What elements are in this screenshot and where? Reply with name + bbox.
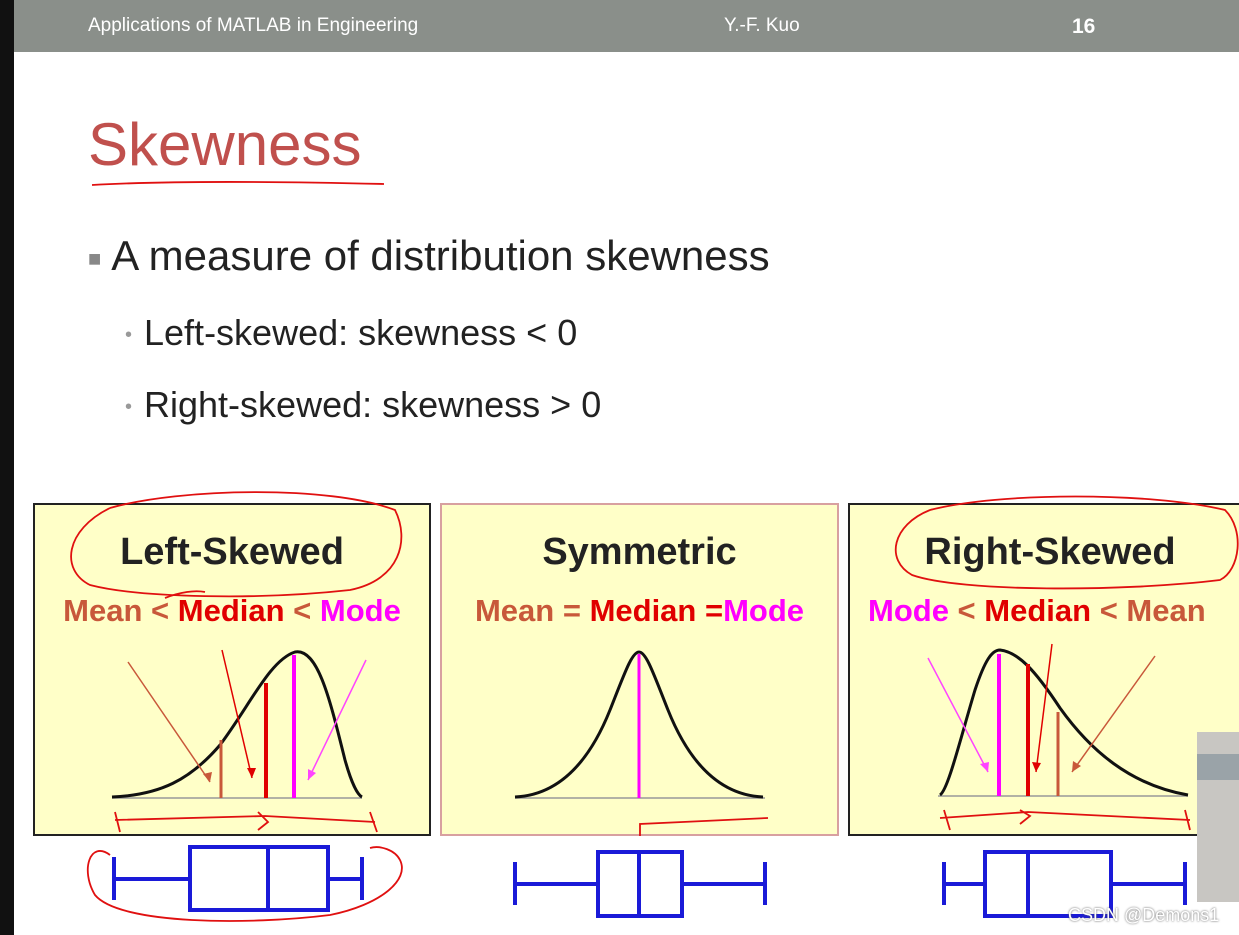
right-span-ticks (944, 810, 1190, 830)
mean-label: Mean (474, 593, 555, 628)
mean-label: Mean (63, 593, 143, 628)
symmetric-distribution (515, 652, 765, 798)
arrow-head (247, 768, 256, 778)
page-number: 16 (1072, 15, 1096, 38)
slide-title: Skewness (88, 111, 362, 178)
distribution-curve (112, 652, 362, 797)
boxplot-symmetric (515, 852, 765, 916)
operator: < (948, 593, 985, 628)
author-name: Y.-F. Kuo (724, 15, 800, 36)
right-title-circle (896, 497, 1238, 589)
arrow-head (980, 762, 989, 772)
left-span-arrow (115, 816, 375, 822)
bullet-icon: ■ (88, 245, 102, 271)
mode-label: Mode (868, 593, 949, 628)
bullet-right-text: Right-skewed: skewness > 0 (144, 384, 602, 425)
median-label: Median (589, 593, 697, 628)
mode-label: Mode (319, 593, 401, 628)
median-label: Median (984, 593, 1092, 628)
median-arrow (222, 650, 252, 778)
mode-label: Mode (723, 593, 805, 628)
panel-title: Symmetric (542, 531, 737, 573)
symmetric-span (640, 818, 768, 836)
panel-title: Right-Skewed (924, 531, 1176, 573)
bullet-icon: • (125, 323, 133, 346)
handwritten-annotations (71, 182, 1238, 921)
median-label: Median (177, 593, 285, 628)
operator: = (696, 593, 724, 628)
boxplot-left (114, 847, 362, 910)
left-title-circle (71, 492, 401, 596)
left-skewed-distribution (112, 650, 366, 798)
median-arrow (1036, 644, 1052, 772)
watermark-text: CSDN @Demons1 (1068, 905, 1220, 925)
operator: < (1091, 593, 1127, 628)
bullet-icon: • (125, 395, 133, 418)
video-frame (1197, 754, 1239, 780)
bullet-main-text: A measure of distribution skewness (111, 232, 770, 279)
distribution-curve (940, 650, 1188, 795)
arrow-head (1032, 762, 1041, 772)
right-span-arrow (940, 812, 1190, 820)
left-span-ticks (115, 812, 377, 832)
right-skewed-distribution (928, 644, 1188, 796)
operator: < (284, 593, 320, 628)
arrow-head (1072, 761, 1081, 772)
bullet-left-text: Left-skewed: skewness < 0 (144, 312, 578, 353)
mean-label: Mean (1126, 593, 1206, 628)
panel-title: Left-Skewed (120, 531, 344, 573)
operator: < (142, 593, 178, 628)
course-title: Applications of MATLAB in Engineering (88, 15, 419, 36)
mode-arrow (308, 660, 366, 780)
mean-arrow (1072, 656, 1155, 772)
mean-arrow (128, 662, 210, 782)
video-thumbnail (1197, 732, 1239, 902)
operator: = (554, 593, 590, 628)
title-underline (92, 182, 384, 185)
